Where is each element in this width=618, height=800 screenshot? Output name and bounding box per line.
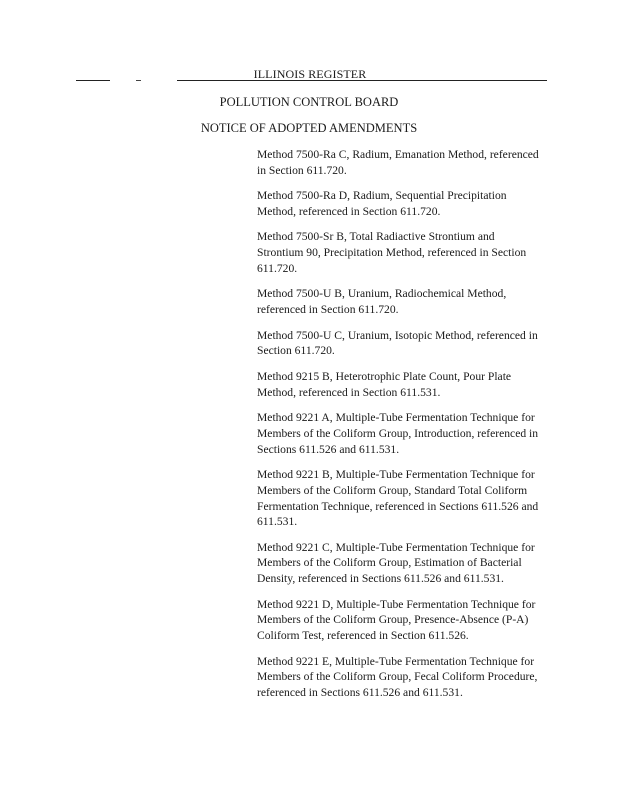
method-item: Method 9221 A, Multiple-Tube Fermentation Technique for Members of the Coliform Group, Introduction, referenced in Sections 611.526 and 611.531. [257,410,539,456]
method-item: Method 9221 B, Multiple-Tube Fermentation Technique for Members of the Coliform Group, Standard Total Coliform Fermentation Technique, referenced in Sections 611.526 and 611.531. [257,467,539,529]
method-item: Method 7500-U B, Uranium, Radiochemical Method, referenced in Section 611.720. [257,287,507,317]
method-item: Method 9221 E, Multiple-Tube Fermentation Technique for Members of the Coliform Group, Fecal Coliform Procedure, referenced in Sections 611.526 and 611.531. [257,654,538,700]
method-item: Method 7500-U C, Uranium, Isotopic Method, referenced in Section 611.720. [257,328,538,358]
method-item: Method 9221 D, Multiple-Tube Fermentation Technique for Members of the Coliform Group, Presence-Absence (P-A) Coliform Test, referenced in Section 611.526. [257,597,536,643]
notice-title: NOTICE OF ADOPTED AMENDMENTS [200,121,418,135]
method-list [257,147,542,711]
method-item: Method 9221 C, Multiple-Tube Fermentation Technique for Members of the Coliform Group, Estimation of Bacterial Density, referenced in Sections 611.526 and 611.531. [257,540,535,586]
register-title: ILLINOIS REGISTER [253,67,367,81]
method-item: Method 7500-Sr B, Total Radiactive Strontium and Strontium 90, Precipitation Method, referenced in Section 611.720. [257,230,527,275]
method-item: Method 7500-Ra D, Radium, Sequential Precipitation Method, referenced in Section 611.720. [257,189,507,218]
method-item: Method 9215 B, Heterotrophic Plate Count, Pour Plate Method, referenced in Section 611.531. [257,369,512,399]
board-name: POLLUTION CONTROL BOARD [219,95,399,109]
method-item: Method 7500-Ra C, Radium, Emanation Method, referenced in Section 611.720. [257,148,539,177]
